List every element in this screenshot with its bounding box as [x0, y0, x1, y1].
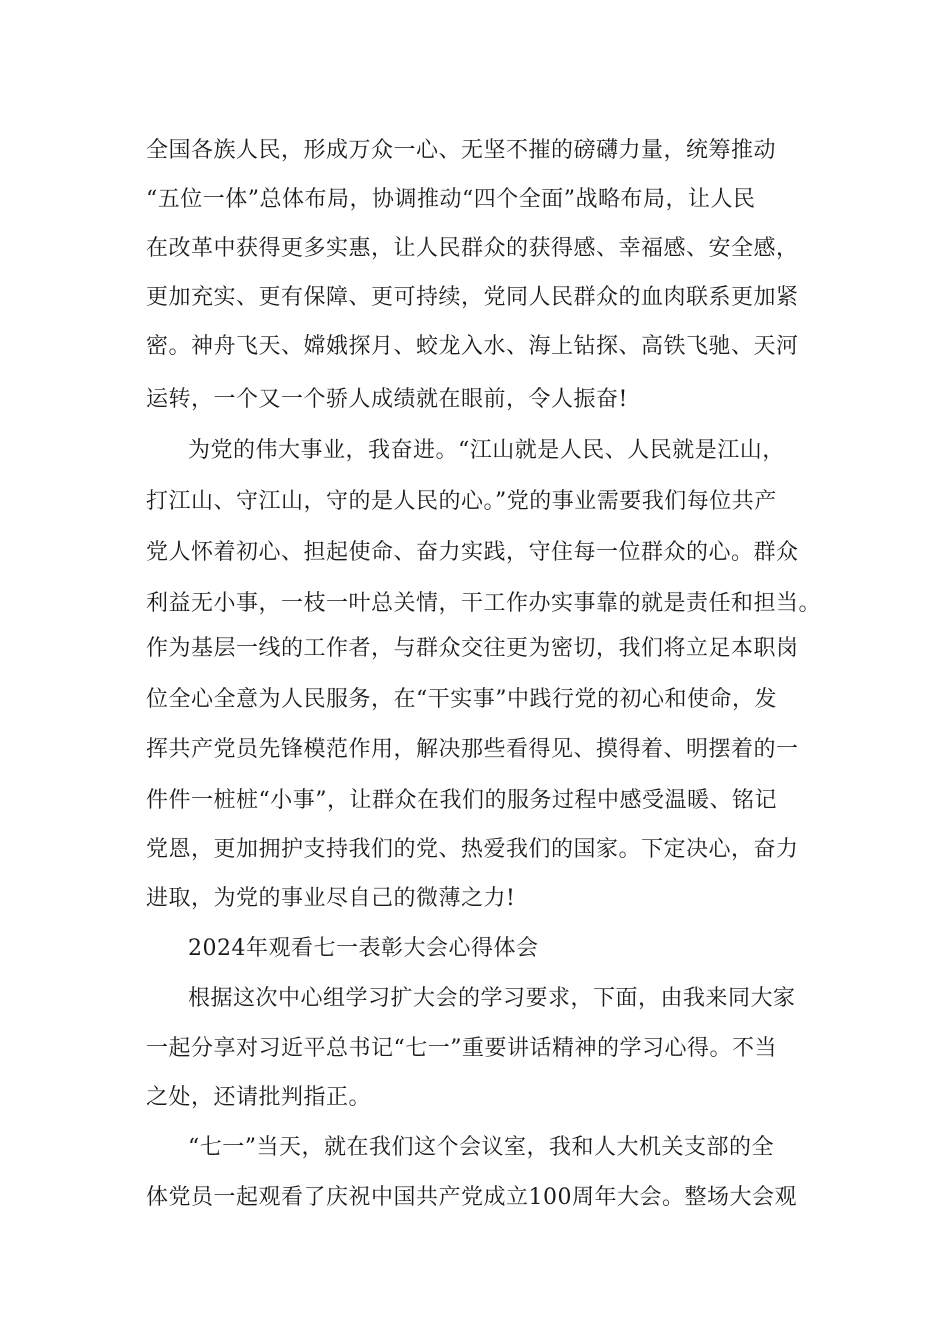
- text-line: “五位一体”总体布局，协调推动“四个全面”战略布局，让人民: [146, 187, 756, 212]
- text-line: 全国各族人民，形成万众一心、无坚不摧的磅礴力量，统筹推动: [146, 138, 777, 163]
- text-line: 根据这次中心组学习扩大会的学习要求，下面，由我来同大家: [188, 986, 796, 1011]
- text-line: “七一”当天，就在我们这个会议室，我和人大机关支部的全: [188, 1135, 774, 1160]
- text-line: 作为基层一线的工作者，与群众交往更为密切，我们将立足本职岗: [146, 636, 799, 661]
- text-line: 利益无小事，一枝一叶总关情，干工作办实事靠的就是责任和担当。: [146, 591, 822, 616]
- text-line: 为党的伟大事业，我奋进。“江山就是人民、人民就是江山，: [188, 438, 785, 463]
- text-line: 之处，还请批判指正。: [146, 1085, 372, 1110]
- text-line: 密。神舟飞天、嫦娥探月、蛟龙入水、海上钻探、高铁飞驰、天河: [146, 334, 799, 359]
- text-line: 位全心全意为人民服务，在“干实事”中践行党的初心和使命，发: [146, 687, 777, 712]
- text-line: 运转，一个又一个骄人成绩就在眼前，令人振奋!: [146, 387, 628, 412]
- section-heading: 2024年观看七一表彰大会心得体会: [188, 936, 539, 961]
- text-line: 体党员一起观看了庆祝中国共产党成立100周年大会。整场大会观: [146, 1185, 797, 1210]
- text-line: 一起分享对习近平总书记“七一”重要讲话精神的学习心得。不当: [146, 1036, 777, 1061]
- text-line: 在改革中获得更多实惠，让人民群众的获得感、幸福感、安全感，: [146, 236, 799, 261]
- text-line: 党恩，更加拥护支持我们的党、热爱我们的国家。下定决心，奋力: [146, 837, 799, 862]
- text-line: 更加充实、更有保障、更可持续，党同人民群众的血肉联系更加紧: [146, 285, 799, 310]
- text-line: 党人怀着初心、担起使命、奋力实践，守住每一位群众的心。群众: [146, 540, 799, 565]
- text-line: 件件一桩桩“小事”，让群众在我们的服务过程中感受温暖、铭记: [146, 788, 777, 813]
- text-line: 打江山、守江山，守的是人民的心。”党的事业需要我们每位共产: [146, 489, 777, 514]
- text-line: 进取，为党的事业尽自己的微薄之力!: [146, 886, 516, 911]
- text-line: 挥共产党员先锋模范作用，解决那些看得见、摸得着、明摆着的一: [146, 737, 799, 762]
